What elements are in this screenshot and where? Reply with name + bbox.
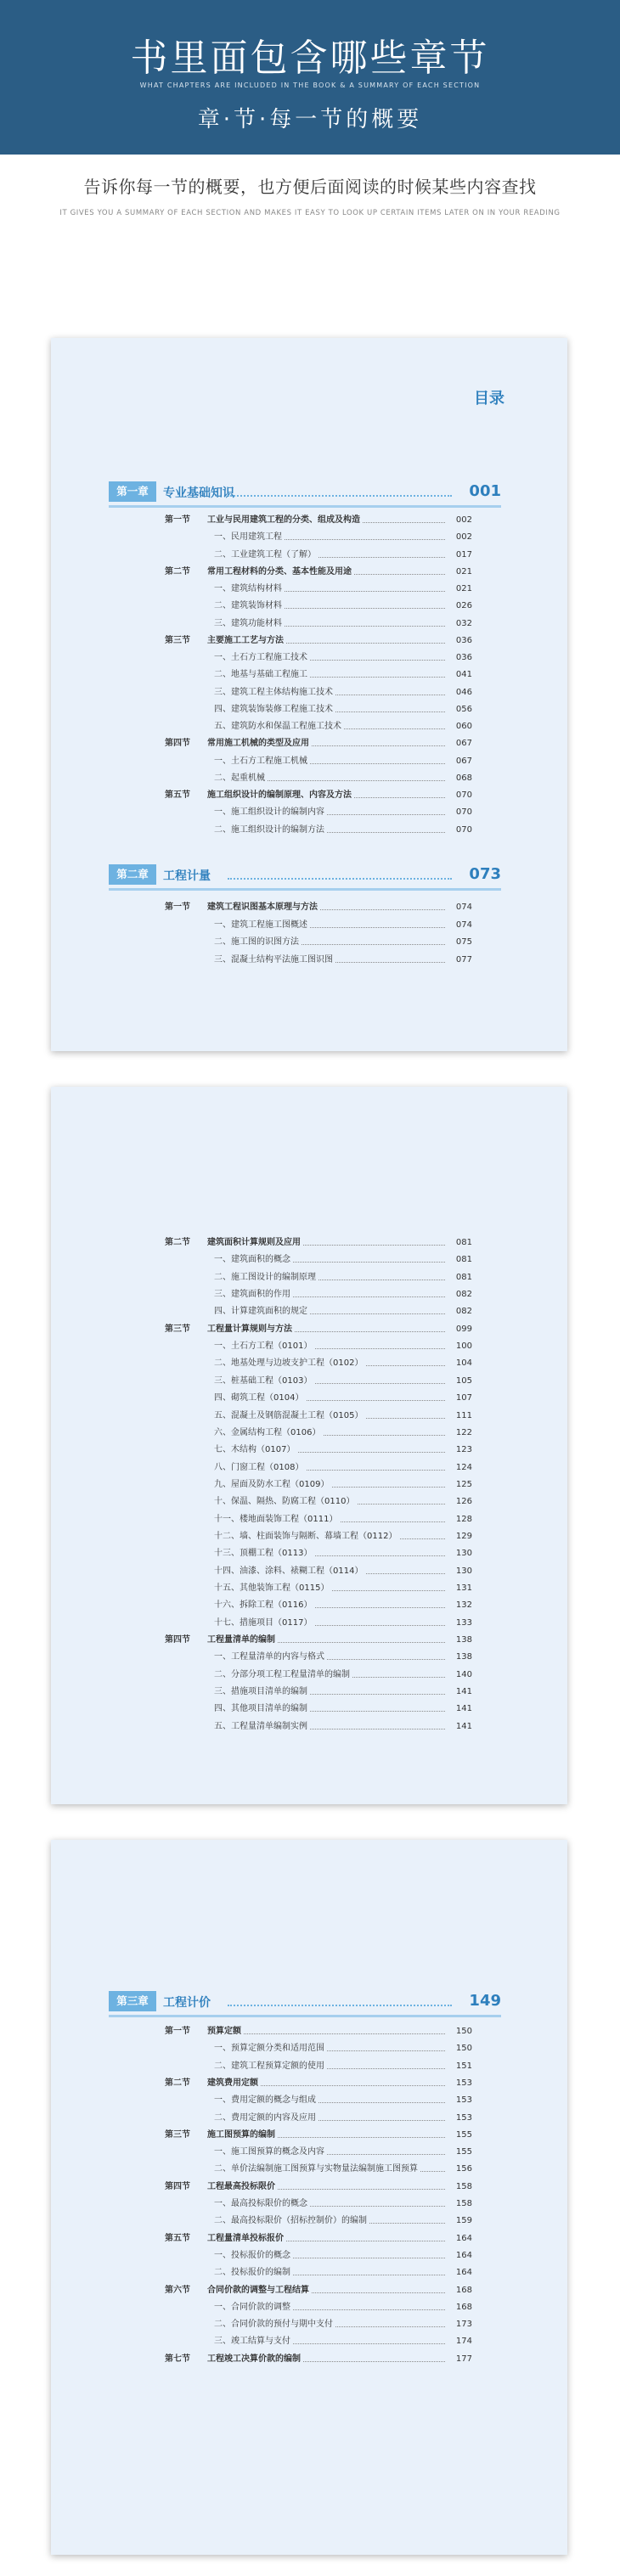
page-number: 131 <box>455 1583 472 1593</box>
item-title: 一、建筑结构材料 <box>214 582 285 597</box>
section-label: 第四节 <box>165 2181 190 2191</box>
item-title: 一、民用建筑工程 <box>214 530 285 545</box>
chapter-underline <box>109 505 501 508</box>
toc-item-row[interactable] <box>214 650 472 666</box>
section-label: 第二节 <box>165 2078 190 2088</box>
toc-item-row[interactable] <box>214 1460 472 1476</box>
section-label: 第四节 <box>165 739 190 749</box>
chapter-title: 工程计价 <box>163 1996 211 2010</box>
toc-item-row[interactable] <box>214 1270 472 1285</box>
toc-item-row[interactable] <box>214 1598 472 1613</box>
item-title: 二、最高投标限价（招标控制价）的编制 <box>214 2213 369 2229</box>
page-number: 130 <box>455 1549 472 1559</box>
section-label: 第二节 <box>165 566 190 577</box>
toc-section-row[interactable] <box>165 2128 472 2143</box>
item-title: 十一、楼地面装饰工程（0111） <box>214 1512 340 1527</box>
toc-item-row[interactable] <box>214 1252 472 1268</box>
chapter-leader-dots <box>228 878 452 880</box>
section-label: 第二节 <box>165 1238 190 1247</box>
page-number: 036 <box>455 653 472 662</box>
item-title: 一、预算定额分类和适用范围 <box>214 2041 327 2056</box>
toc-section-row[interactable] <box>165 2179 472 2195</box>
section-label: 第一节 <box>165 515 190 525</box>
page-number: 138 <box>455 1635 472 1645</box>
toc-item-row[interactable] <box>214 2162 472 2177</box>
toc-item-row[interactable] <box>214 1564 472 1579</box>
item-title: 二、投标报价的编制 <box>214 2265 293 2281</box>
item-title: 一、建筑面积的概念 <box>214 1252 293 1268</box>
page-number: 060 <box>455 722 472 731</box>
page-number: 081 <box>455 1238 472 1247</box>
page-number: 140 <box>455 1669 472 1679</box>
toc-section-row[interactable] <box>165 565 472 580</box>
toc-section-row[interactable] <box>165 1633 472 1648</box>
toc-item-row[interactable] <box>214 1512 472 1527</box>
item-title: 一、投标报价的概念 <box>214 2248 293 2264</box>
item-title: 六、金属结构工程（0106） <box>214 1426 323 1441</box>
page-number: 074 <box>455 903 472 912</box>
page-number: 082 <box>455 1290 472 1300</box>
page-number: 056 <box>455 704 472 714</box>
page-number: 068 <box>455 773 472 783</box>
section-label: 第五节 <box>165 790 190 800</box>
item-title: 二、地基与基础工程施工 <box>214 667 310 683</box>
item-title: 四、其他项目清单的编制 <box>214 1701 310 1717</box>
chapter-3-heading[interactable] <box>109 1988 501 2014</box>
subtitle-english: WHAT CHAPTERS ARE INCLUDED IN THE BOOK & A SUMMARY OF EACH SECTION <box>139 82 481 89</box>
item-title: 七、木结构（0107） <box>214 1443 297 1458</box>
toc-item-row[interactable] <box>214 1339 472 1354</box>
toc-item-row[interactable] <box>214 754 472 769</box>
item-title: 二、建筑工程预算定额的使用 <box>214 2059 327 2074</box>
toc-section-row[interactable] <box>165 2076 472 2091</box>
toc-item-row[interactable] <box>214 1701 472 1717</box>
toc-item-row[interactable] <box>214 548 472 563</box>
section-title: 合同价款的调整与工程结算 <box>207 2283 312 2298</box>
toc-section-row[interactable] <box>165 900 472 915</box>
page-number: 141 <box>455 1687 472 1697</box>
toc-item-row[interactable] <box>214 599 472 614</box>
page-number: 128 <box>455 1514 472 1524</box>
toc-item-row[interactable] <box>214 1685 472 1700</box>
toc-item-row[interactable] <box>214 805 472 820</box>
chapter-underline <box>109 2015 501 2017</box>
chapter-badge: 第一章 <box>109 481 156 502</box>
page-number: 032 <box>455 618 472 628</box>
section-title: 建筑面积计算规则及应用 <box>207 1235 303 1251</box>
toc-item-row[interactable] <box>214 1374 472 1389</box>
page-number: 070 <box>455 807 472 818</box>
page-number: 105 <box>455 1375 472 1386</box>
page-number: 017 <box>455 549 472 560</box>
chapter-title: 工程计量 <box>163 869 211 883</box>
toc-item-row[interactable] <box>214 685 472 700</box>
section-label: 第一节 <box>165 2027 190 2036</box>
chapter-2-heading[interactable] <box>109 862 501 887</box>
chapter-title: 专业基础知识 <box>163 487 234 500</box>
page-number: 130 <box>455 1566 472 1576</box>
page-number: 074 <box>455 920 472 930</box>
page-number: 099 <box>455 1324 472 1334</box>
section-title: 工程量清单投标报价 <box>207 2231 286 2247</box>
page-number: 125 <box>455 1479 472 1489</box>
chapter-page-number: 149 <box>469 1992 501 2010</box>
chapter-leader-dots <box>228 2005 452 2006</box>
intro-text-english: IT GIVES YOU A SUMMARY OF EACH SECTION AND MAKES IT EASY TO LOOK UP CERTAIN ITEMS LATER ON IN YOUR READING <box>59 209 561 217</box>
section-label: 第四节 <box>165 1635 190 1645</box>
page-number: 151 <box>455 2061 472 2071</box>
page-number: 156 <box>455 2164 472 2174</box>
chapter-badge: 第二章 <box>109 864 156 885</box>
toc-item-row[interactable] <box>214 2196 472 2212</box>
toc-item-row[interactable] <box>214 935 472 950</box>
toc-item-row[interactable] <box>214 2041 472 2056</box>
toc-item-row[interactable] <box>214 616 472 632</box>
section-title: 建筑费用定额 <box>207 2076 261 2091</box>
item-title: 十、保温、隔热、防腐工程（0110） <box>214 1494 357 1510</box>
page-number: 046 <box>455 687 472 697</box>
toc-section-row[interactable] <box>165 2352 472 2367</box>
toc-item-row[interactable] <box>214 918 472 933</box>
page-number: 070 <box>455 790 472 800</box>
page-number: 123 <box>455 1445 472 1455</box>
page-number: 129 <box>455 1531 472 1541</box>
item-title: 一、费用定额的概念与组成 <box>214 2093 318 2108</box>
item-title: 五、工程量清单编制实例 <box>214 1719 310 1735</box>
page-number: 104 <box>455 1358 472 1369</box>
toc-item-row[interactable] <box>214 1391 472 1406</box>
toc-item-row[interactable] <box>214 2111 472 2126</box>
page-number: 122 <box>455 1427 472 1437</box>
section-title: 建筑工程识图基本原理与方法 <box>207 900 320 915</box>
toc-item-row[interactable] <box>214 2059 472 2074</box>
page-number: 132 <box>455 1600 472 1611</box>
page-title: 书里面包含哪些章节 <box>130 37 490 80</box>
item-title: 三、桩基础工程（0103） <box>214 1374 314 1389</box>
toc-section-row[interactable] <box>165 2283 472 2298</box>
page-number: 153 <box>455 2095 472 2106</box>
page-number: 067 <box>455 756 472 766</box>
section-title: 工程最高投标限价 <box>207 2179 278 2195</box>
item-title: 四、计算建筑面积的规定 <box>214 1304 310 1319</box>
page-number: 070 <box>455 824 472 835</box>
toc-item-row[interactable] <box>214 2248 472 2264</box>
chapter-1-heading[interactable] <box>109 479 501 504</box>
item-title: 二、建筑装饰材料 <box>214 599 285 614</box>
toc-item-row[interactable] <box>214 1356 472 1371</box>
item-title: 一、土石方工程（0101） <box>214 1339 314 1354</box>
toc-item-row[interactable] <box>214 1529 472 1544</box>
page-number: 164 <box>455 2233 472 2243</box>
section-title: 预算定额 <box>207 2024 244 2039</box>
toc-item-row[interactable] <box>214 530 472 545</box>
toc-section-row[interactable] <box>165 633 472 649</box>
section-label: 第一节 <box>165 903 190 912</box>
page-number: 168 <box>455 2302 472 2312</box>
page-number: 138 <box>455 1652 472 1662</box>
page-number: 150 <box>455 2027 472 2036</box>
toc-item-row[interactable] <box>214 2300 472 2315</box>
chapter-badge: 第三章 <box>109 1991 156 2011</box>
item-title: 一、施工图预算的概念及内容 <box>214 2145 327 2160</box>
item-title: 二、施工图的识图方法 <box>214 935 302 950</box>
item-title: 一、建筑工程施工图概述 <box>214 918 310 933</box>
item-title: 十七、措施项目（0117） <box>214 1616 314 1631</box>
toc-item-row[interactable] <box>214 1287 472 1302</box>
item-title: 一、土石方工程施工机械 <box>214 754 310 769</box>
page-number: 164 <box>455 2268 472 2278</box>
toc-item-row[interactable] <box>214 2317 472 2332</box>
page-number: 168 <box>455 2285 472 2295</box>
page-number: 155 <box>455 2129 472 2140</box>
item-title: 三、建筑工程主体结构施工技术 <box>214 685 335 700</box>
toc-item-row[interactable] <box>214 953 472 968</box>
item-title: 十四、油漆、涂料、裱糊工程（0114） <box>214 1564 365 1579</box>
item-title: 二、费用定额的内容及应用 <box>214 2111 318 2126</box>
page-number: 107 <box>455 1393 472 1403</box>
item-title: 四、建筑装饰装修工程施工技术 <box>214 702 335 717</box>
page-number: 041 <box>455 670 472 680</box>
page-number: 026 <box>455 601 472 611</box>
item-title: 三、建筑面积的作用 <box>214 1287 293 1302</box>
toc-item-row[interactable] <box>214 1477 472 1493</box>
item-title: 三、混凝土结构平法施工图识图 <box>214 953 335 968</box>
toc-item-row[interactable] <box>214 1426 472 1441</box>
item-title: 四、砌筑工程（0104） <box>214 1391 306 1406</box>
page-number: 155 <box>455 2147 472 2157</box>
page-number: 153 <box>455 2078 472 2088</box>
item-title: 十六、拆除工程（0116） <box>214 1598 314 1613</box>
toc-section-row[interactable] <box>165 2024 472 2039</box>
section-title: 施工组织设计的编制原理、内容及方法 <box>207 788 354 803</box>
page-subtitle: 章·节·每一节的概要 <box>197 107 423 132</box>
page-number: 100 <box>455 1341 472 1352</box>
chapter-leader-dots <box>228 495 452 497</box>
page-number: 141 <box>455 1704 472 1714</box>
item-title: 一、施工组织设计的编制内容 <box>214 805 327 820</box>
item-title: 二、起重机械 <box>214 771 268 786</box>
item-title: 九、屋面及防水工程（0109） <box>214 1477 331 1493</box>
page-number: 036 <box>455 635 472 645</box>
item-title: 二、分部分项工程工程量清单的编制 <box>214 1668 352 1683</box>
toc-item-row[interactable] <box>214 1616 472 1631</box>
page-number: 002 <box>455 515 472 525</box>
page-number: 174 <box>455 2337 472 2347</box>
page-number: 111 <box>455 1410 472 1420</box>
toc-item-row[interactable] <box>214 2093 472 2108</box>
section-label: 第七节 <box>165 2354 190 2364</box>
page-number: 153 <box>455 2112 472 2123</box>
toc-section-row[interactable] <box>165 1322 472 1337</box>
toc-section-row[interactable] <box>165 2231 472 2247</box>
section-title: 工程量计算规则与方法 <box>207 1322 295 1337</box>
item-title: 五、建筑防水和保温工程施工技术 <box>214 719 344 734</box>
toc-item-row[interactable] <box>214 667 472 683</box>
toc-item-row[interactable] <box>214 1494 472 1510</box>
toc-item-row[interactable] <box>214 1650 472 1665</box>
page-number: 082 <box>455 1307 472 1317</box>
item-title: 五、混凝土及钢筋混凝土工程（0105） <box>214 1409 365 1424</box>
page-number: 124 <box>455 1462 472 1472</box>
page-number: 021 <box>455 566 472 577</box>
toc-item-row[interactable] <box>214 2213 472 2229</box>
section-title: 工程竣工决算价款的编制 <box>207 2352 303 2367</box>
toc-page-2 <box>51 1087 567 1804</box>
toc-section-row[interactable] <box>165 1235 472 1251</box>
section-label: 第三节 <box>165 635 190 645</box>
item-title: 三、建筑功能材料 <box>214 616 285 632</box>
item-title: 一、合同价款的调整 <box>214 2300 293 2315</box>
toc-item-row[interactable] <box>214 2145 472 2160</box>
page-number: 150 <box>455 2044 472 2054</box>
toc-page-1 <box>51 338 567 1051</box>
page-number: 002 <box>455 532 472 543</box>
toc-item-row[interactable] <box>214 719 472 734</box>
page-number: 158 <box>455 2181 472 2191</box>
item-title: 二、地基处理与边坡支护工程（0102） <box>214 1356 365 1371</box>
page-number: 075 <box>455 937 472 947</box>
item-title: 一、工程量清单的内容与格式 <box>214 1650 327 1665</box>
toc-item-row[interactable] <box>214 1443 472 1458</box>
page-number: 126 <box>455 1497 472 1507</box>
section-label: 第六节 <box>165 2285 190 2295</box>
section-title: 常用工程材料的分类、基本性能及用途 <box>207 565 354 580</box>
toc-item-row[interactable] <box>214 2334 472 2349</box>
chapter-page-number: 073 <box>469 865 501 883</box>
item-title: 八、门窗工程（0108） <box>214 1460 306 1476</box>
item-title: 一、最高投标限价的概念 <box>214 2196 310 2212</box>
page-number: 021 <box>455 584 472 593</box>
section-label: 第三节 <box>165 2129 190 2140</box>
toc-title: 目录 <box>474 390 504 408</box>
toc-item-row[interactable] <box>214 771 472 786</box>
item-title: 二、工业建筑工程（了解） <box>214 548 318 563</box>
item-title: 二、单价法编制施工图预算与实物量法编制施工图预算 <box>214 2162 420 2177</box>
page-number: 173 <box>455 2320 472 2330</box>
page-number: 077 <box>455 954 472 965</box>
toc-section-row[interactable] <box>165 788 472 803</box>
toc-item-row[interactable] <box>214 1581 472 1596</box>
item-title: 十三、顶棚工程（0113） <box>214 1546 314 1561</box>
item-title: 三、竣工结算与支付 <box>214 2334 293 2349</box>
item-title: 一、土石方工程施工技术 <box>214 650 310 666</box>
page-number: 158 <box>455 2199 472 2208</box>
item-title: 二、施工图设计的编制原理 <box>214 1270 318 1285</box>
toc-item-row[interactable] <box>214 702 472 717</box>
toc-item-row[interactable] <box>214 1668 472 1683</box>
toc-item-row[interactable] <box>214 582 472 597</box>
page-number: 159 <box>455 2216 472 2226</box>
item-title: 二、合同价款的预付与期中支付 <box>214 2317 335 2332</box>
item-title: 三、措施项目清单的编制 <box>214 1685 310 1700</box>
toc-item-row[interactable] <box>214 1546 472 1561</box>
toc-item-row[interactable] <box>214 823 472 838</box>
section-title: 常用施工机械的类型及应用 <box>207 736 312 751</box>
item-title: 二、施工组织设计的编制方法 <box>214 823 327 838</box>
page-number: 141 <box>455 1721 472 1731</box>
page-number: 164 <box>455 2250 472 2260</box>
page-number: 133 <box>455 1617 472 1628</box>
section-label: 第五节 <box>165 2233 190 2243</box>
section-title: 主要施工工艺与方法 <box>207 633 286 649</box>
chapter-underline <box>109 888 501 891</box>
header-banner <box>0 0 620 155</box>
toc-item-row[interactable] <box>214 1304 472 1319</box>
toc-page-3 <box>51 1840 567 2555</box>
toc-item-row[interactable] <box>214 1409 472 1424</box>
item-title: 十二、墙、柱面装饰与隔断、幕墙工程（0112） <box>214 1529 399 1544</box>
intro-text: 告诉你每一节的概要，也方便后面阅读的时候某些内容查找 <box>83 177 537 197</box>
toc-item-row[interactable] <box>214 2265 472 2281</box>
toc-section-row[interactable] <box>165 736 472 751</box>
section-label: 第三节 <box>165 1324 190 1334</box>
page-number: 081 <box>455 1272 472 1282</box>
toc-section-row[interactable] <box>165 513 472 528</box>
chapter-page-number: 001 <box>469 482 501 500</box>
section-title: 工业与民用建筑工程的分类、组成及构造 <box>207 513 363 528</box>
toc-item-row[interactable] <box>214 1719 472 1735</box>
section-title: 施工图预算的编制 <box>207 2128 278 2143</box>
item-title: 十五、其他装饰工程（0115） <box>214 1581 331 1596</box>
page-number: 177 <box>455 2354 472 2364</box>
page-number: 081 <box>455 1255 472 1265</box>
section-title: 工程量清单的编制 <box>207 1633 278 1648</box>
page-number: 067 <box>455 739 472 749</box>
